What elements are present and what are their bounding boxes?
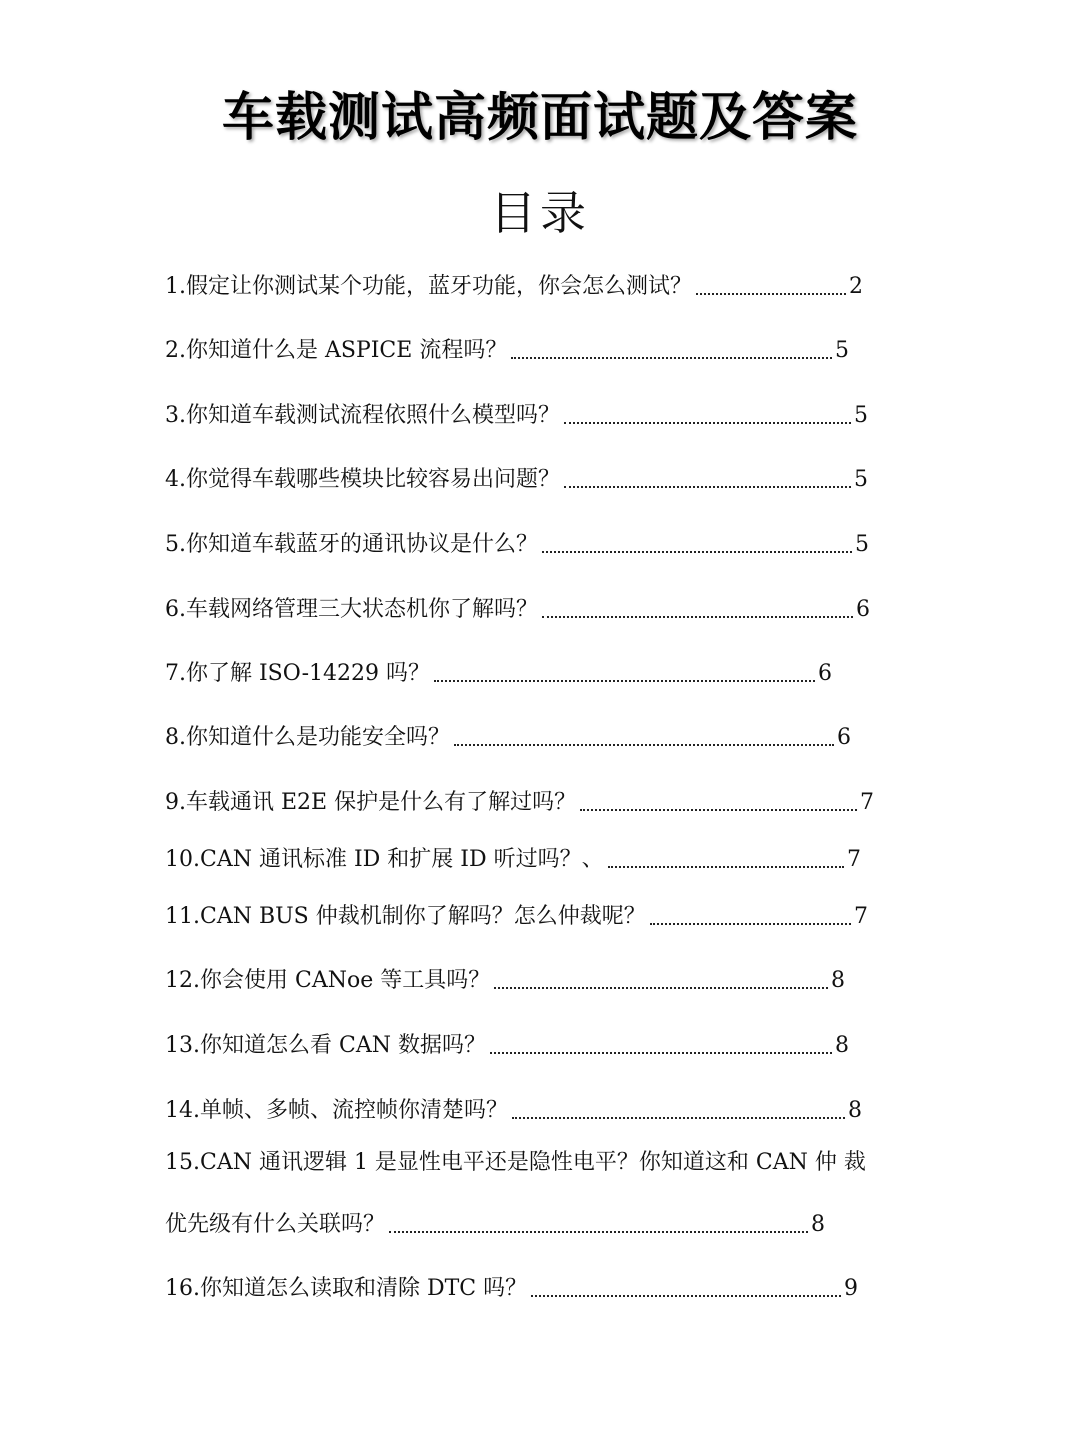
toc-page-number: 9 (844, 1276, 858, 1301)
toc-leader-dots (564, 486, 851, 488)
toc-entry-text: 10.CAN 通讯标准 ID 和扩展 ID 听过吗？、 (165, 847, 604, 872)
toc-entry-10[interactable] (165, 835, 861, 875)
toc-page-number: 8 (848, 1098, 862, 1123)
toc-leader-dots (494, 987, 828, 989)
toc-leader-dots (542, 616, 853, 618)
toc-entry-text: 11.CAN BUS 仲裁机制你了解吗？怎么仲裁呢？ (165, 904, 646, 929)
toc-entry-text: 5.你知道车载蓝牙的通讯协议是什么？ (165, 532, 538, 557)
toc-entry-text: 9.车载通讯 E2E 保护是什么有了解过吗？ (165, 790, 577, 815)
toc-leader-dots (608, 866, 844, 868)
toc-leader-dots (454, 744, 834, 746)
toc-entry-text: 6.车载网络管理三大状态机你了解吗？ (165, 597, 538, 622)
toc-leader-dots (490, 1052, 832, 1054)
toc-entry-8[interactable] (165, 713, 851, 753)
toc-leader-dots (696, 293, 846, 295)
document-title: 车载测试高频面试题及答案 (221, 88, 858, 148)
toc-page-number: 5 (855, 532, 869, 557)
toc-leader-dots (511, 357, 832, 359)
toc-page-number: 5 (854, 467, 868, 492)
toc-entry-15[interactable] (165, 1200, 825, 1240)
toc-entry-text: 12.你会使用 CANoe 等工具吗？ (165, 968, 491, 993)
toc-page-number: 6 (837, 725, 851, 750)
toc-entry-text: 优先级有什么关联吗？ (165, 1212, 386, 1237)
toc-page-number: 6 (818, 661, 832, 686)
toc-entry-text: 7.你了解 ISO-14229 吗？ (165, 661, 430, 686)
toc-entry-13[interactable] (165, 1021, 849, 1061)
toc-entry-16[interactable] (165, 1264, 858, 1304)
toc-heading: 目录 (490, 186, 590, 240)
toc-entry-1[interactable] (165, 262, 863, 302)
toc-entry-2[interactable] (165, 326, 849, 366)
toc-entry-15-first-line[interactable]: 15.CAN 通讯逻辑 1 是显性电平还是隐性电平？你知道这和 CAN 仲 裁 (165, 1150, 866, 1175)
toc-entry-7[interactable] (165, 649, 832, 689)
toc-leader-dots (580, 809, 857, 811)
toc-entry-4[interactable] (165, 455, 868, 495)
toc-entry-text: 8.你知道什么是功能安全吗？ (165, 725, 450, 750)
toc-leader-dots (531, 1295, 841, 1297)
toc-entry-14[interactable] (165, 1086, 862, 1126)
toc-page-number: 7 (860, 790, 874, 815)
toc-entry-6[interactable] (165, 585, 870, 625)
toc-page-number: 2 (849, 274, 863, 299)
toc-entry-11[interactable] (165, 892, 868, 932)
toc-page-number: 5 (854, 403, 868, 428)
toc-entry-text: 14.单帧、多帧、流控帧你清楚吗？ (165, 1098, 508, 1123)
toc-leader-dots (512, 1117, 845, 1119)
toc-leader-dots (542, 551, 852, 553)
toc-entry-text: 13.你知道怎么看 CAN 数据吗？ (165, 1033, 486, 1058)
toc-page-number: 7 (854, 904, 868, 929)
toc-page-number: 8 (811, 1212, 825, 1237)
toc-entry-3[interactable] (165, 391, 868, 431)
toc-page-number: 6 (856, 597, 870, 622)
toc-entry-12[interactable] (165, 956, 845, 996)
toc-page-number: 5 (835, 338, 849, 363)
toc-entry-text: 16.你知道怎么读取和清除 DTC 吗？ (165, 1276, 528, 1301)
toc-entry-text: 1.假定让你测试某个功能，蓝牙功能，你会怎么测试？ (165, 274, 692, 299)
toc-page-number: 8 (831, 968, 845, 993)
toc-entry-5[interactable] (165, 520, 869, 560)
toc-entry-text: 3.你知道车载测试流程依照什么模型吗？ (165, 403, 560, 428)
toc-entry-text: 4.你觉得车载哪些模块比较容易出问题？ (165, 467, 560, 492)
toc-entry-text: 2.你知道什么是 ASPICE 流程吗？ (165, 338, 508, 363)
toc-leader-dots (564, 422, 851, 424)
toc-page-number: 8 (835, 1033, 849, 1058)
toc-leader-dots (389, 1231, 808, 1233)
toc-leader-dots (650, 923, 851, 925)
toc-leader-dots (434, 680, 815, 682)
toc-entry-9[interactable] (165, 778, 874, 818)
toc-page-number: 7 (847, 847, 861, 872)
